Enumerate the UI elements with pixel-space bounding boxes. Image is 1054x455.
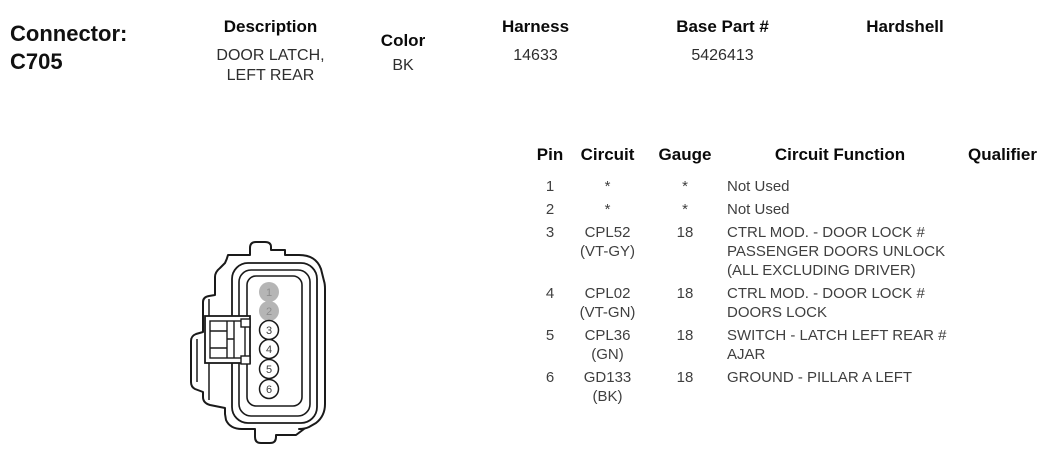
circuit-cell: GD133 (BK) [583,369,632,405]
field-description [198,17,343,86]
function-cell: CTRL MOD. - DOOR LOCK # PASSENGER DOORS UNLOCK (ALL EXCLUDING DRIVER) [727,224,946,279]
base-part-label: Base Part # [676,17,769,36]
gauge-cell: 18 [676,369,694,386]
circuit-cell: * [604,178,611,195]
color-value: BK [392,57,414,74]
description-label: Description [223,17,318,36]
pin-number-label: 6 [265,384,273,396]
pin-cell: 6 [545,369,555,386]
function-cell: SWITCH - LATCH LEFT REAR # AJAR [727,327,947,363]
gauge-cell: 18 [676,327,694,344]
connector-face-diagram [188,236,336,450]
color-label: Color [380,31,426,50]
pin-table-header-row [530,145,1050,177]
col-header-qualifier: Qualifier [968,145,1037,164]
qualifier-cell [955,177,1050,200]
field-harness [488,17,583,66]
pin-cell: 5 [545,327,555,344]
pin-cell: 1 [545,178,555,195]
col-header-circuit: Circuit [580,145,635,164]
qualifier-cell [955,368,1050,410]
latch-mechanism [205,316,250,364]
table-row [530,368,1050,410]
col-header-pin: Pin [536,145,564,164]
pin-cell: 2 [545,201,555,218]
pin-number-label: 2 [265,306,273,318]
circuit-cell: CPL36 (GN) [584,327,631,363]
connector-title [10,20,127,76]
col-header-gauge: Gauge [658,145,712,164]
pin-table [530,145,1050,410]
base-part-value: 5426413 [691,47,754,64]
pin-number-label: 5 [265,364,273,376]
hardshell-label: Hardshell [866,17,944,36]
qualifier-cell [955,200,1050,223]
qualifier-cell [955,326,1050,368]
function-cell: GROUND - PILLAR A LEFT [727,369,913,386]
gauge-cell: 18 [676,224,694,241]
col-header-circuit-function: Circuit Function [774,145,906,164]
connector-label: Connector: [10,21,128,46]
circuit-cell: CPL02 (VT-GN) [579,285,636,321]
harness-label: Harness [501,17,570,36]
table-row [530,326,1050,368]
gauge-cell: * [682,178,688,195]
field-base-part [655,17,790,66]
qualifier-cell [955,284,1050,326]
circuit-cell: * [604,201,611,218]
qualifier-cell [955,223,1050,284]
pin-number-label: 4 [265,344,273,356]
table-row [530,177,1050,200]
description-value: DOOR LATCH, LEFT REAR [216,47,325,84]
harness-value: 14633 [513,47,558,64]
connector-id: C705 [10,49,63,74]
table-row [530,200,1050,223]
function-cell: Not Used [727,201,790,218]
function-cell: Not Used [727,178,790,195]
gauge-cell: 18 [676,285,694,302]
pin-number-label: 3 [265,325,273,337]
table-row [530,284,1050,326]
pin-number-label: 1 [265,287,273,299]
pin-cell: 3 [545,224,555,241]
pin-cell: 4 [545,285,555,302]
function-cell: CTRL MOD. - DOOR LOCK # DOORS LOCK [727,285,925,321]
field-hardshell [855,17,955,46]
circuit-cell: CPL52 (VT-GY) [580,224,635,260]
field-color [372,31,434,76]
table-row [530,223,1050,284]
gauge-cell: * [682,201,688,218]
